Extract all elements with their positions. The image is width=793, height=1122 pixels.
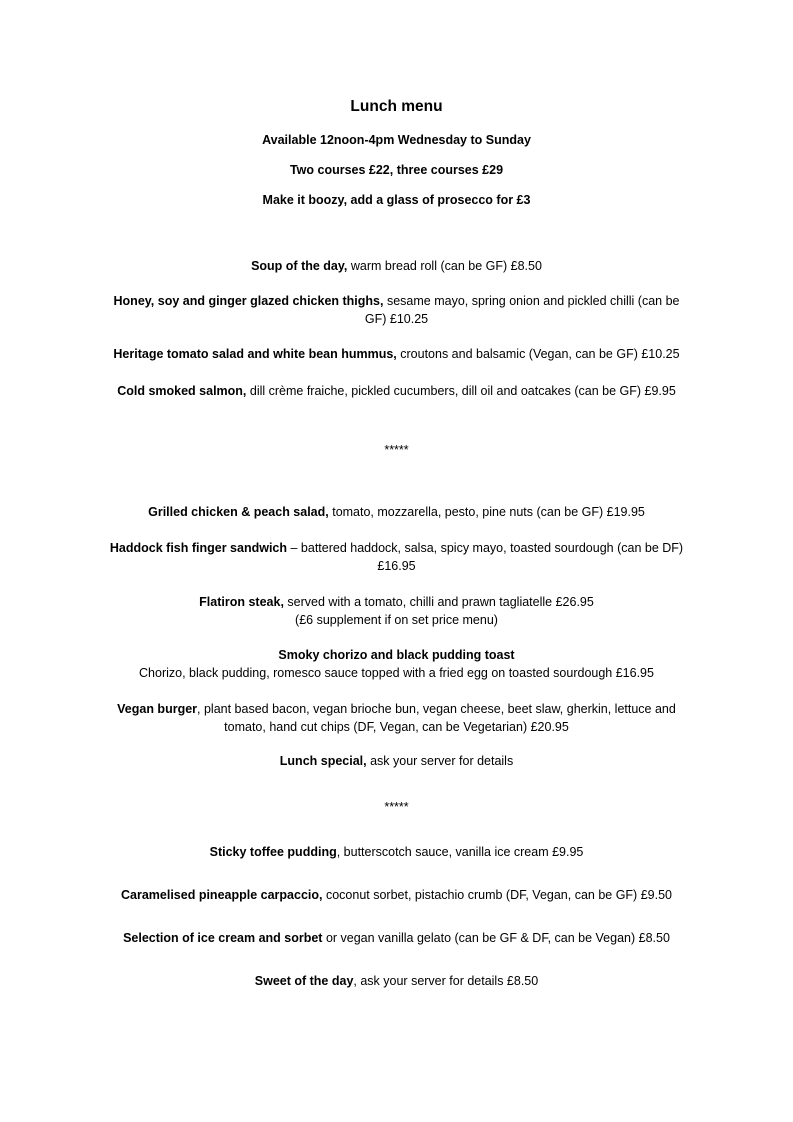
dish-name: Sticky toffee pudding	[209, 845, 337, 859]
dish-name: Honey, soy and ginger glazed chicken thighs,	[113, 294, 384, 308]
dish-description: or vegan vanilla gelato (can be GF & DF, can be Vegan) £8.50	[322, 931, 670, 945]
starter-item	[60, 345, 733, 363]
dish-description-continued: £16.95	[377, 559, 416, 573]
dessert-item	[60, 843, 733, 861]
main-item	[60, 503, 733, 521]
dish-description-continued: (£6 supplement if on set price menu)	[295, 613, 498, 627]
dish-description: warm bread roll (can be GF) £8.50	[347, 259, 542, 273]
dish-name: Smoky chorizo and black pudding toast	[278, 648, 515, 662]
dessert-item	[60, 972, 733, 990]
dish-name: Grilled chicken & peach salad,	[148, 505, 329, 519]
main-item	[60, 593, 733, 611]
dish-name: Haddock fish finger sandwich	[109, 541, 288, 555]
dessert-item	[60, 929, 733, 947]
dish-description-continued: Chorizo, black pudding, romesco sauce topped with a fried egg on toasted sourdough £16.95	[139, 666, 654, 680]
dish-name: Caramelised pineapple carpaccio,	[121, 888, 323, 902]
section-separator: *****	[384, 443, 409, 457]
dish-description-continued: tomato, hand cut chips (DF, Vegan, can be Vegetarian) £20.95	[224, 720, 569, 734]
prosecco-text: Make it boozy, add a glass of prosecco for £3	[262, 193, 531, 207]
dessert-item	[60, 886, 733, 904]
main-item	[60, 752, 733, 770]
dish-name: Flatiron steak,	[199, 595, 284, 609]
dish-name: Lunch special,	[279, 754, 367, 768]
dish-name: Heritage tomato salad and white bean hummus,	[113, 347, 397, 361]
section-separator: *****	[384, 800, 409, 814]
dish-description-continued: GF) £10.25	[364, 312, 429, 326]
dish-description: croutons and balsamic (Vegan, can be GF) £10.25	[396, 347, 680, 361]
dish-description: ask your server for details	[366, 754, 514, 768]
dish-name: Vegan burger	[117, 702, 198, 716]
dish-description: sesame mayo, spring onion and pickled chilli (can be	[383, 294, 680, 308]
dish-description: dill crème fraiche, pickled cucumbers, dill oil and oatcakes (can be GF) £9.95	[246, 384, 676, 398]
dish-description: , butterscotch sauce, vanilla ice cream £9.95	[336, 845, 584, 859]
dish-description: , ask your server for details £8.50	[353, 974, 539, 988]
dish-description: – battered haddock, salsa, spicy mayo, toasted sourdough (can be DF)	[287, 541, 684, 555]
main-item	[60, 700, 733, 718]
main-item	[60, 539, 733, 557]
pricing-text: Two courses £22, three courses £29	[289, 163, 504, 177]
dish-description: coconut sorbet, pistachio crumb (DF, Vegan, can be GF) £9.50	[322, 888, 672, 902]
starter-item	[60, 257, 733, 275]
starter-item	[60, 292, 733, 310]
dish-name: Soup of the day,	[251, 259, 348, 273]
starter-item	[60, 382, 733, 400]
dish-name: Sweet of the day	[254, 974, 354, 988]
menu-title: Lunch menu	[350, 98, 443, 115]
availability-text: Available 12noon-4pm Wednesday to Sunday	[262, 133, 531, 147]
dish-name: Cold smoked salmon,	[117, 384, 247, 398]
dish-name: Selection of ice cream and sorbet	[123, 931, 323, 945]
dish-description: tomato, mozzarella, pesto, pine nuts (can be GF) £19.95	[328, 505, 645, 519]
dish-description: , plant based bacon, vegan brioche bun, vegan cheese, beet slaw, gherkin, lettuce and	[197, 702, 676, 716]
dish-description: served with a tomato, chilli and prawn tagliatelle £26.95	[283, 595, 594, 609]
